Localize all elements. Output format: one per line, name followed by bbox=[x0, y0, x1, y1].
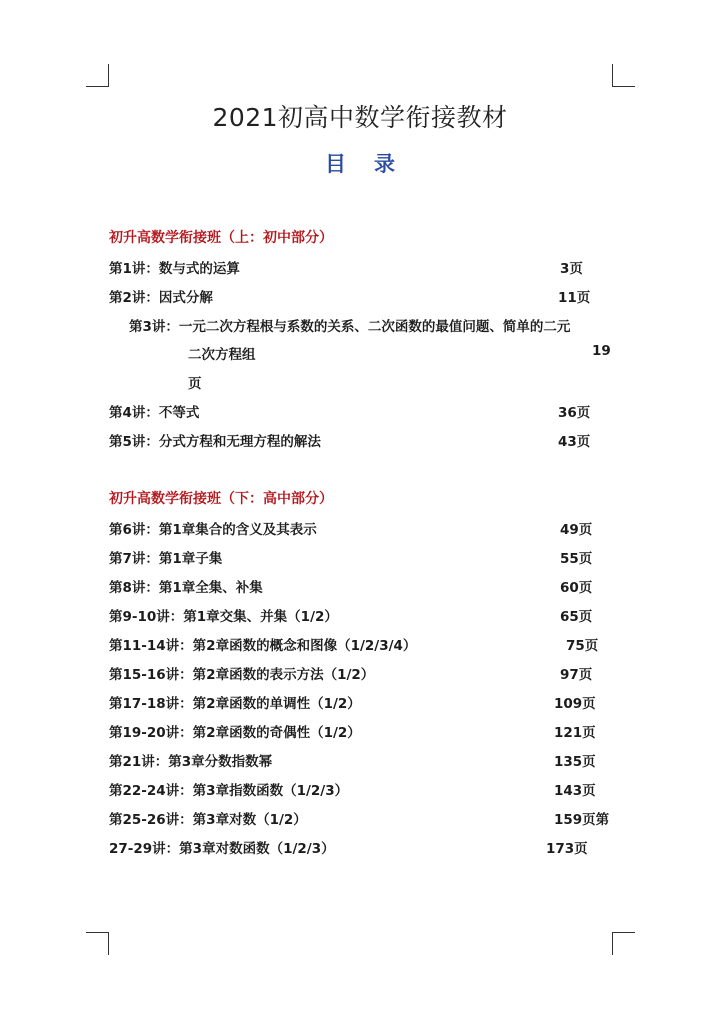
toc-entry-25-26: 第25-26讲：第3章对数（1/2） bbox=[109, 812, 307, 828]
crop-mark-top-left bbox=[86, 64, 109, 87]
toc-entry-3-line1: 第3讲：一元二次方程根与系数的关系、二次函数的最值问题、简单的二元 bbox=[129, 319, 571, 335]
toc-page-25-26: 159页第 bbox=[554, 812, 610, 828]
toc-page-9-10: 65页 bbox=[560, 609, 593, 625]
toc-page-1: 3页 bbox=[560, 261, 583, 277]
toc-page-7: 55页 bbox=[560, 551, 593, 567]
toc-entry-17-18: 第17-18讲：第2章函数的单调性（1/2） bbox=[109, 696, 361, 712]
toc-page-22-24: 143页 bbox=[554, 783, 596, 799]
toc-entry-4: 第4讲：不等式 bbox=[109, 405, 200, 421]
toc-entry-7: 第7讲：第1章子集 bbox=[109, 551, 223, 567]
section-title-part1: 初升高数学衔接班（上：初中部分） bbox=[109, 230, 333, 246]
toc-entry-6: 第6讲：第1章集合的含义及其表示 bbox=[109, 522, 317, 538]
toc-entry-11-14: 第11-14讲：第2章函数的概念和图像（1/2/3/4） bbox=[109, 638, 417, 654]
document-title: 2021初高中数学衔接教材 bbox=[212, 103, 508, 132]
toc-entry-3-line2: 二次方程组 bbox=[188, 347, 256, 363]
toc-entry-15-16: 第15-16讲：第2章函数的表示方法（1/2） bbox=[109, 667, 375, 683]
toc-entry-22-24: 第22-24讲：第3章指数函数（1/2/3） bbox=[109, 783, 349, 799]
toc-heading: 目录 bbox=[325, 152, 423, 176]
toc-page-11-14: 75页 bbox=[566, 638, 599, 654]
crop-mark-bottom-right bbox=[612, 932, 635, 955]
toc-page-21: 135页 bbox=[554, 754, 596, 770]
toc-page-3-unit: 页 bbox=[188, 376, 202, 392]
crop-mark-bottom-left bbox=[86, 932, 109, 955]
toc-page-19-20: 121页 bbox=[554, 725, 596, 741]
toc-entry-27-29: 27-29讲：第3章对数函数（1/2/3） bbox=[109, 841, 335, 857]
toc-page-5: 43页 bbox=[558, 434, 591, 450]
toc-page-6: 49页 bbox=[560, 522, 593, 538]
toc-entry-8: 第8讲：第1章全集、补集 bbox=[109, 580, 263, 596]
toc-entry-9-10: 第9-10讲：第1章交集、并集（1/2） bbox=[109, 609, 338, 625]
toc-entry-21: 第21讲：第3章分数指数幂 bbox=[109, 754, 273, 770]
toc-page-15-16: 97页 bbox=[560, 667, 593, 683]
crop-mark-top-right bbox=[612, 64, 635, 87]
toc-entry-1: 第1讲：数与式的运算 bbox=[109, 261, 240, 277]
toc-page-17-18: 109页 bbox=[554, 696, 596, 712]
toc-page-4: 36页 bbox=[558, 405, 591, 421]
toc-page-27-29: 173页 bbox=[546, 841, 588, 857]
toc-page-2: 11页 bbox=[558, 290, 591, 306]
toc-entry-19-20: 第19-20讲：第2章函数的奇偶性（1/2） bbox=[109, 725, 361, 741]
toc-page-8: 60页 bbox=[560, 580, 593, 596]
toc-page-3-number: 19 bbox=[592, 343, 611, 359]
section-title-part2: 初升高数学衔接班（下：高中部分） bbox=[109, 491, 333, 507]
toc-entry-2: 第2讲：因式分解 bbox=[109, 290, 213, 306]
toc-entry-5: 第5讲：分式方程和无理方程的解法 bbox=[109, 434, 321, 450]
